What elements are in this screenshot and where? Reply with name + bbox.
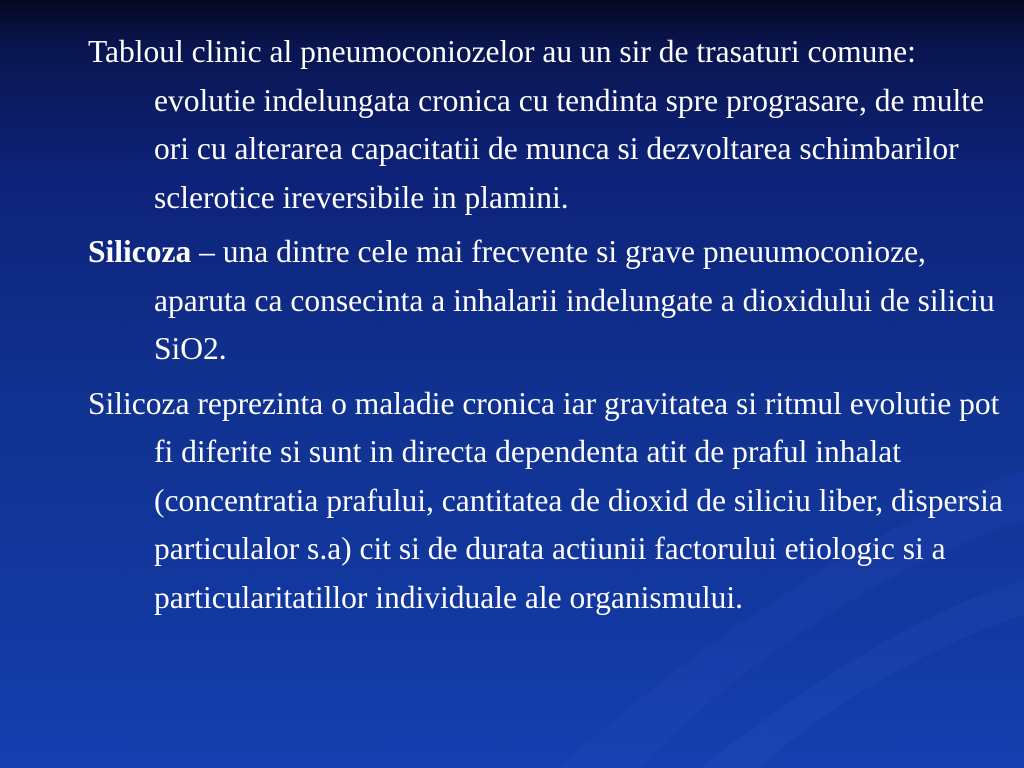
paragraph-text: Silicoza reprezinta o maladie cronica iar gravitatea si ritmul evolutie pot fi diferite si sunt in directa dependenta atit de praful inhalat (concentratia prafului, cantitatea de dioxid de siliciu liber, dispersia particulalor s.a) cit si de durata actiunii factorului etiologic si a particularitatillor individuale ale organismului. (88, 385, 1003, 615)
paragraph-text: – una dintre cele mai frecvente si grave pneuumoconioze, aparuta ca consecinta a inhalarii indelungate a dioxidului de siliciu SiO2. (154, 234, 995, 366)
paragraph-silicosis-definition (88, 228, 1008, 374)
paragraph-clinical-features (88, 28, 1008, 222)
term-silicoza: Silicoza (88, 234, 192, 269)
paragraph-silicosis-evolution (88, 380, 1008, 623)
paragraph-text: Tabloul clinic al pneumoconiozelor au un sir de trasaturi comune: evolutie indelungata cronica cu tendinta spre prograsare, de multe ori cu alterarea capacitatii de munca si dezvoltarea schimbarilor sclerotice ireversibile in plamini. (88, 34, 985, 215)
slide-body (88, 28, 1008, 628)
